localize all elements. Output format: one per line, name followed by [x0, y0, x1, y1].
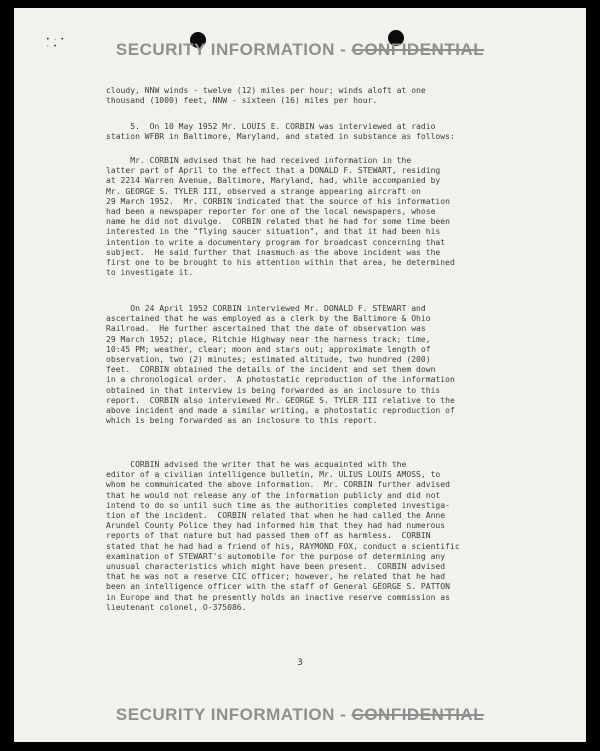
header-stamp-prefix: SECURITY INFORMATION -: [115, 40, 352, 59]
footer-stamp-prefix: SECURITY INFORMATION -: [115, 705, 352, 724]
paragraph-stewart-interview: On 24 April 1952 CORBIN interviewed Mr. DONALD F. STEWART and ascertained that he was employed as a clerk by the Baltimore & Ohio Railroad. He further ascertained that the date of observation was 29 March 1952; place, Ritchie Highway near the harness track; time, 10:45 PM; weather, clear; moon and stars out; approximate length of observation, two (2) minutes; estimated altitude, two hundred (200) feet. CORBIN obtained the details of the incident and set them down in a chronological order. A photostatic reproduction of the information obtained in that interview is being forwarded as an inclosure to this report. CORBIN also interviewed Mr. GEORGE S. TYLER III relative to the above incident and made a similar writing, a photostatic reproduction of which is being forwarded as an inclosure to this report.: [106, 304, 455, 426]
paragraph-continuation: cloudy, NNW winds - twelve (12) miles per hour; winds aloft at one thousand (1000) feet, NNW - sixteen (16) miles per hour.: [106, 86, 426, 106]
paragraph-amoss-bulletin: CORBIN advised the writer that he was acquainted with the editor of a civilian intelligence bulletin, Mr. ULIUS LOUIS AMOSS, to whom he communicated the above information. Mr. CORBIN further advised that he would not release any of the information publicly and did not intend to do so until such time as the authorities completed investiga- tion of the incident. CORBIN related that when he had called the Anne Arundel County Police they had informed him that they had had numerous reports of that nature but had passed them off as harmless. CORBIN stated that he had had a friend of his, RAYMOND FOX, conduct a scientific examination of STEWART's automobile for the purpose of determining any unusual characteristics which might have been present. CORBIN advised that he was not a reserve CIC officer; however, he related that he had been an intelligence officer with the staff of General GEORGE S. PATTON in Europe and that he presently holds an inactive reserve commission as lieutenant colonel, O-375086.: [106, 460, 460, 612]
paragraph-corbin-advised: Mr. CORBIN advised that he had received information in the latter part of April to the effect that a DONALD F. STEWART, residing at 2214 Warren Avenue, Baltimore, Maryland, had, while accompanied by Mr. GEORGE S. TYLER III, observed a strange appearing aircraft on 29 March 1952. Mr. CORBIN indicated that the source of his information had been a newspaper reporter for one of the local newspapers, whose name he did not divulge. CORBIN related that he had for some time been interested in the "flying saucer situation", and that it had been his intention to write a documentary program for broadcast concerning that subject. He said further that inasmuch as the above incident was the first one to be brought to his attention within that area, he determined to investigate it.: [106, 156, 455, 278]
header-stamp-struck: CONFIDENTIAL: [351, 40, 485, 59]
document-page: [14, 8, 586, 742]
page-number: 3: [297, 658, 303, 668]
paper-specks: • · • · •: [46, 36, 65, 50]
header-security-stamp: [14, 40, 586, 60]
footer-security-stamp: [14, 705, 586, 725]
footer-stamp-struck: CONFIDENTIAL: [351, 705, 485, 724]
paragraph-item-5: 5. On 10 May 1952 Mr. LOUIS E. CORBIN was interviewed at radio station WFBR in Baltimore, Maryland, and stated in substance as follows:: [106, 122, 455, 142]
